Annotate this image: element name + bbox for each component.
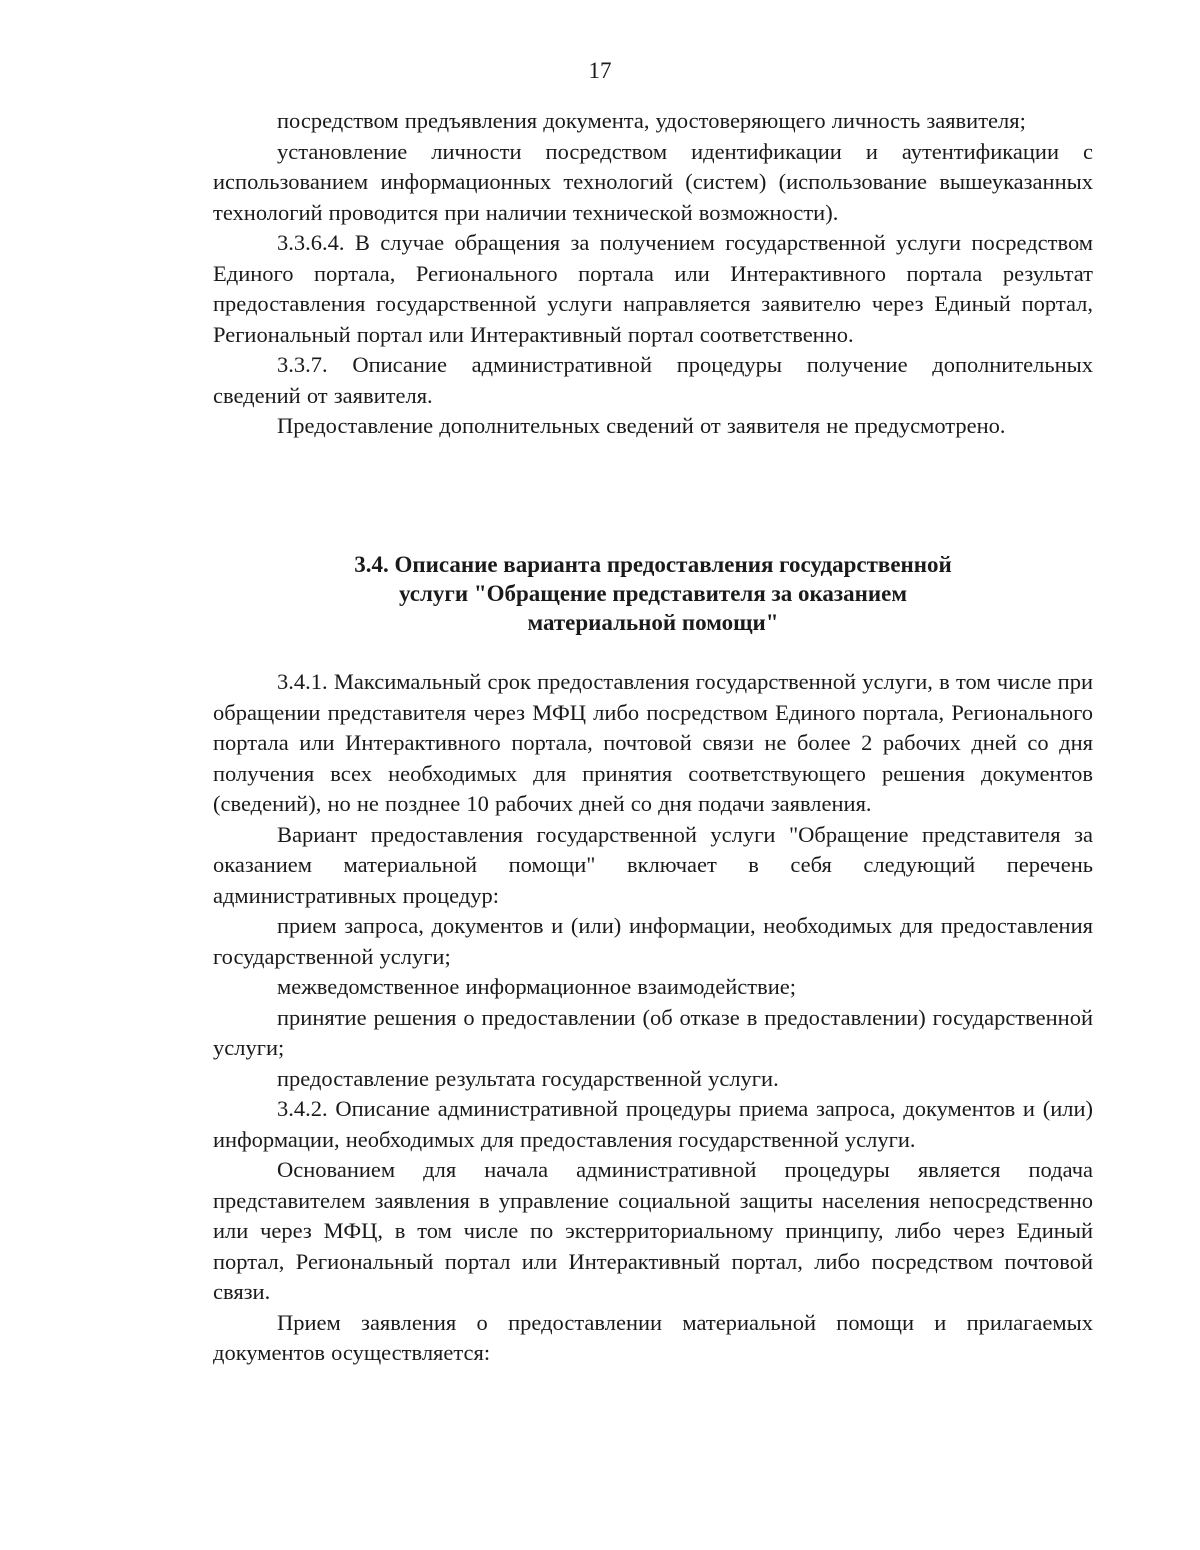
paragraph: 3.4.2. Описание административной процедуры приема запроса, документов и (или) информации, необходимых для предоставления государственной услуги. — [213, 1096, 1093, 1152]
paragraph: 3.3.7. Описание административной процедуры получение дополнительных сведений от заявителя. — [213, 352, 1093, 408]
paragraph: Прием заявления о предоставлении материальной помощи и прилагаемых документов осуществляется: — [213, 1309, 1093, 1365]
paragraph: межведомственное информационное взаимодействие; — [277, 974, 796, 999]
paragraph: Вариант предоставления государственной услуги "Обращение представителя за оказанием материальной помощи" включает в себя следующий перечень административных процедур: — [213, 821, 1093, 908]
section-heading — [213, 550, 1093, 637]
paragraph: 3.3.6.4. В случае обращения за получением государственной услуги посредством Единого портала, Регионального портала или Интерактивного портала результат предоставления государственной услуги направляется заявителю через Единый портал, Региональный портал или Интерактивный портал соответственно. — [213, 230, 1093, 347]
paragraph: 3.4.1. Максимальный срок предоставления государственной услуги, в том числе при обращении представителя через МФЦ либо посредством Единого портала, Регионального портала или Интерактивного портала, почтовой связи не более 2 рабочих дней со дня получения всех необходимых для принятия соответствующего решения документов (сведений), но не позднее 10 рабочих дней со дня подачи заявления. — [213, 669, 1093, 816]
page-number: 17 — [588, 58, 612, 83]
paragraph: посредством предъявления документа, удостоверяющего личность заявителя; — [277, 108, 1026, 133]
paragraph: Предоставление дополнительных сведений от заявителя не предусмотрено. — [277, 413, 1006, 438]
section-heading-line: услуги "Обращение представителя за оказанием — [398, 581, 908, 606]
bottom-text-block — [213, 667, 1093, 1369]
paragraph: установление личности посредством идентификации и аутентификации с использованием информационных технологий (систем) (использование вышеуказанных технологий проводится при наличии технической возможности). — [213, 138, 1093, 225]
paragraph: принятие решения о предоставлении (об отказе в предоставлении) государственной услуги; — [213, 1004, 1093, 1060]
paragraph: прием запроса, документов и (или) информации, необходимых для предоставления государственной услуги; — [213, 913, 1093, 969]
section-heading-line: материальной помощи" — [527, 610, 779, 635]
section-heading-line: 3.4. Описание варианта предоставления государственной — [354, 552, 952, 577]
top-text-block — [213, 106, 1093, 442]
paragraph: Основанием для начала административной процедуры является подача представителем заявления в управление социальной защиты населения непосредственно или через МФЦ, в том числе по экстерриториальному принципу, либо через Единый портал, Региональный портал или Интерактивный портал, либо посредством почтовой связи. — [213, 1157, 1093, 1304]
paragraph: предоставление результата государственной услуги. — [277, 1065, 779, 1091]
